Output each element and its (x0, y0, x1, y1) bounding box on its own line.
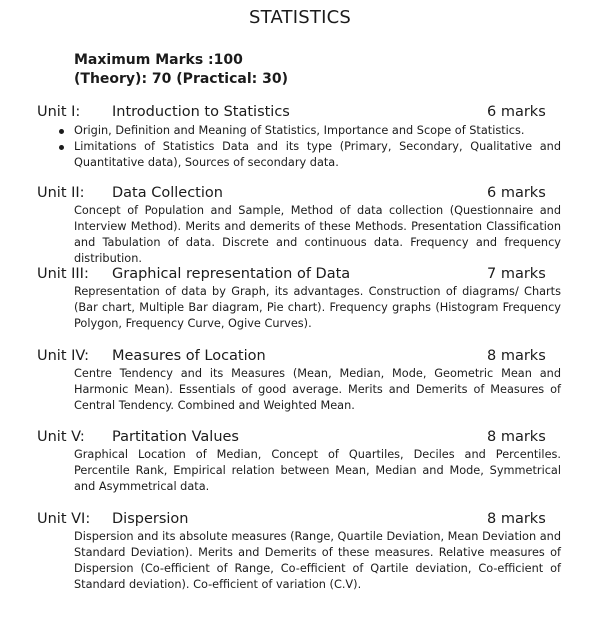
unit-marks: 8 marks (487, 348, 546, 364)
unit-heading (37, 185, 547, 203)
unit-marks: 6 marks (487, 104, 546, 120)
unit-name: Measures of Location (112, 348, 266, 364)
unit-number: Unit VI: (37, 511, 91, 527)
unit-description (74, 203, 561, 267)
unit-heading (37, 429, 547, 447)
unit-name: Graphical representation of Data (112, 266, 351, 282)
unit-topic-list (58, 123, 561, 171)
unit-heading (37, 511, 547, 529)
unit-number: Unit V: (37, 429, 85, 445)
page-title: STATISTICS (249, 7, 351, 28)
unit-number: Unit I: (37, 104, 81, 120)
list-item (58, 123, 561, 139)
unit-heading (37, 266, 547, 284)
unit-number: Unit III: (37, 266, 89, 282)
maximum-marks: Maximum Marks :100 (74, 52, 243, 68)
bullet-icon (59, 129, 64, 134)
unit-description (74, 366, 561, 414)
unit-marks: 8 marks (487, 429, 546, 445)
list-item-text: Limitations of Statistics Data and its type (Primary, Secondary, Qualitative and Quantitative data), Sources of secondary data. (74, 139, 561, 169)
unit-heading (37, 104, 547, 122)
unit-number: Unit II: (37, 185, 85, 201)
unit-marks: 7 marks (487, 266, 546, 282)
unit-marks: 8 marks (487, 511, 546, 527)
unit-description-text: Centre Tendency and its Measures (Mean, Median, Mode, Geometric Mean and Harmonic Mean). Essentials of good average. Merits and Demerits of Measures of Central Tendency. Combined and Weighted Mean. (74, 367, 561, 412)
unit-name: Data Collection (112, 185, 223, 201)
unit-description-text: Graphical Location of Median, Concept of Quartiles, Deciles and Percentiles. Percentile Rank, Empirical relation between Mean, Median and Mode, Symmetrical and Asymmetrical data. (74, 448, 561, 493)
unit-name: Introduction to Statistics (112, 104, 290, 120)
unit-name: Dispersion (112, 511, 189, 527)
unit-heading (37, 348, 547, 366)
unit-name: Partitation Values (112, 429, 239, 445)
unit-marks: 6 marks (487, 185, 546, 201)
unit-description (74, 529, 561, 593)
marks-summary (74, 51, 288, 89)
unit-description-text: Concept of Population and Sample, Method of data collection (Questionnaire and Interview Method). Merits and demerits of these Methods. Presentation Classification and Tabulation of data. Discrete and continuous data. Frequency and frequency distribution. (74, 204, 561, 265)
list-item-text: Origin, Definition and Meaning of Statistics, Importance and Scope of Statistics. (74, 124, 525, 137)
bullet-icon (59, 145, 64, 150)
unit-number: Unit IV: (37, 348, 90, 364)
unit-description (74, 447, 561, 495)
unit-description-text: Representation of data by Graph, its advantages. Construction of diagrams/ Charts (Bar chart, Multiple Bar diagram, Pie chart). Frequency graphs (Histogram Frequency Polygon, Frequency Curve, Ogive Curves). (74, 285, 561, 330)
unit-description (74, 284, 561, 332)
theory-practical-marks: (Theory): 70 (Practical: 30) (74, 71, 288, 87)
unit-description-text: Dispersion and its absolute measures (Range, Quartile Deviation, Mean Deviation and Standard Deviation). Merits and Demerits of these measures. Relative measures of Dispersion (Co-efficient of Range, Co-efficient of Qartile deviation, Co-efficient of Standard deviation). Co-efficient of variation (C.V). (74, 530, 561, 591)
list-item (58, 139, 561, 171)
